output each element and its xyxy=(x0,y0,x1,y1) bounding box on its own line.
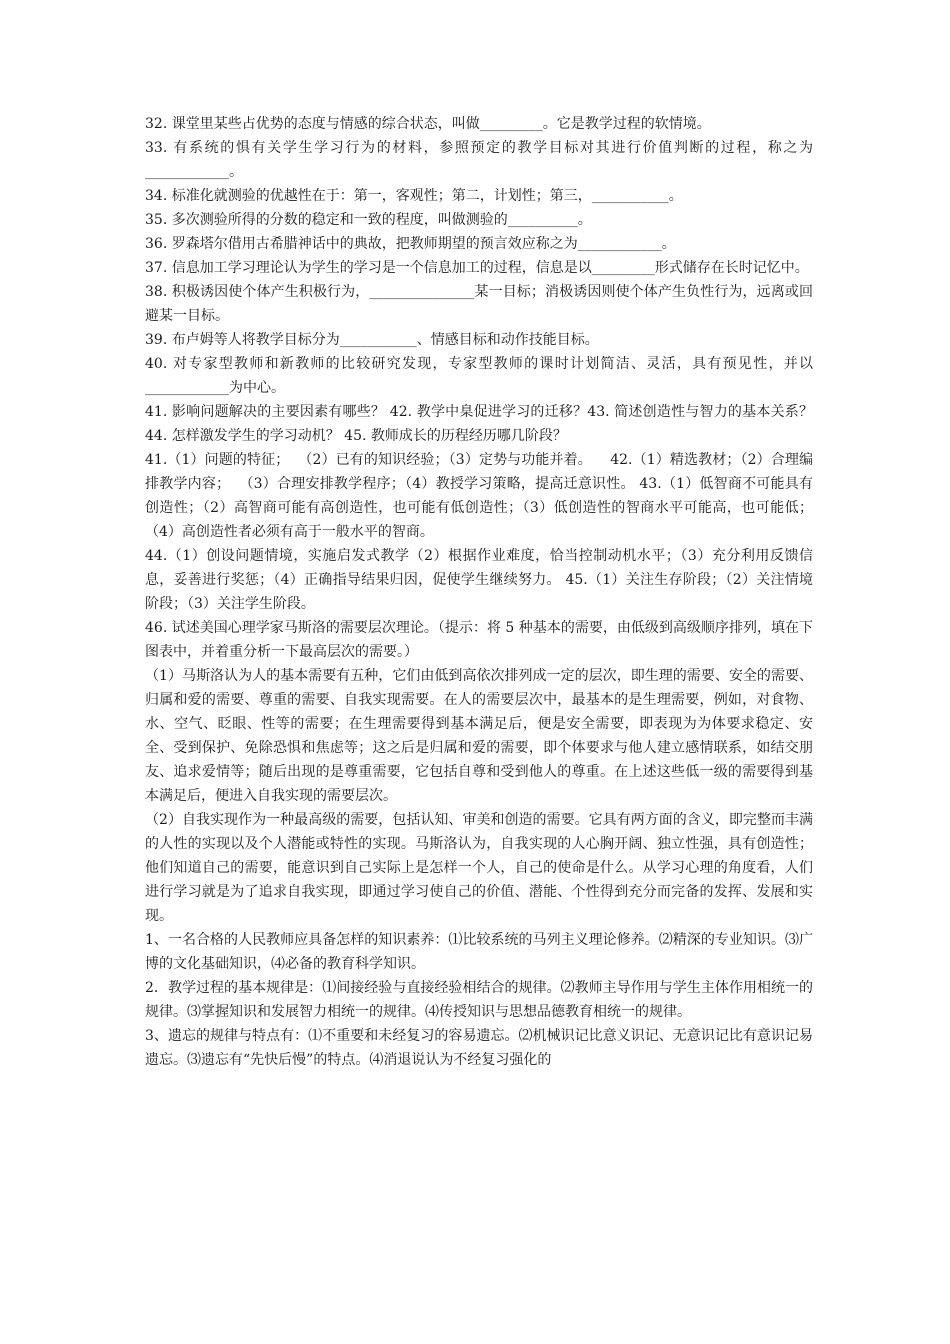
question-39: 39. 布卢姆等人将教学目标分为___________、情感目标和动作技能目标。 xyxy=(145,332,599,348)
question-46: 46. 试述美国心理学家马斯洛的需要层次理论。（提示：将 5 种基本的需要，由低级到高级顺序排列，填在下图表中，并着重分析一下最高层次的需要。） xyxy=(145,620,813,660)
question-32: 32. 课堂里某些占优势的态度与情感的综合状态，叫做_________。它是教学过程的软情境。 xyxy=(145,116,711,132)
question-38: 38. 积极诱因使个体产生积极行为，_______________某一目标；消极诱因则使个体产生负性行为，远离或回避某一目标。 xyxy=(145,284,813,324)
answers-41-43: 41.（1）问题的特征； （2）已有的知识经验；（3）定势与功能并着。 42.（1）精选教材；（2）合理编排教学内容； （3）合理安排教学程序；（4）教授学习策略，提高迁意识性。 43.（1）低智商不可能具有创造性；（2）高智商可能有高创造性，也可能有低创造性；（3）低创造性的智商水平可能高，也可能低；（4）高创造性者必须有高于一般水平的智商。 xyxy=(145,452,813,540)
document-page xyxy=(145,112,813,1072)
item-2-teaching-process-laws: 2．教学过程的基本规律是：⑴间接经验与直接经验相结合的规律。⑵教师主导作用与学生主体作用相统一的规律。⑶掌握知识和发展智力相统一的规律。⑷传授知识与思想品德教育相统一的规律。 xyxy=(145,980,813,1020)
questions-41-45: 41. 影响问题解决的主要因素有哪些？ 42. 教学中臬促进学习的迁移？43. 简述创造性与智力的基本关系？44. 怎样激发学生的学习动机？ 45. 教师成长的历程经历哪几阶段？ xyxy=(145,404,813,444)
question-40: 40. 对专家型教师和新教师的比较研究发现，专家型教师的课时计划简洁、灵活，具有预见性，并以____________为中心。 xyxy=(145,356,813,396)
question-35: 35. 多次测验所得的分数的稳定和一致的程度，叫做测验的__________。 xyxy=(145,212,592,228)
question-37: 37. 信息加工学习理论认为学生的学习是一个信息加工的过程，信息是以_________形式储存在长时记忆中。 xyxy=(145,260,809,276)
item-3-forgetting-laws: 3、遗忘的规律与特点有：⑴不重要和未经复习的容易遗忘。⑵机械识记比意义识记、无意识记比有意识记易遗忘。⑶遗忘有“先快后慢”的特点。⑷消退说认为不经复习强化的 xyxy=(145,1028,813,1068)
answer-46-part-2: （2）自我实现作为一种最高级的需要，包括认知、审美和创造的需要。它具有两方面的含义，即完整而丰满的人性的实现以及个人潜能或特性的实现。马斯洛认为，自我实现的人心胸开阔、独立性强，具有创造性；他们知道自己的需要，能意识到自己实际上是怎样一个人，自己的使命是什么。从学习心理的角度看，人们进行学习就是为了追求自我实现，即通过学习使自己的价值、潜能、个性得到充分而完备的发挥、发展和实现。 xyxy=(145,812,813,924)
question-33: 33. 有系统的惧有关学生学习行为的材料，参照预定的教学目标对其进行价值判断的过程，称之为____________。 xyxy=(145,140,813,180)
question-34: 34. 标准化就测验的优越性在于：第一，客观性；第二，计划性；第三，___________。 xyxy=(145,188,683,204)
item-1-teacher-knowledge: 1、一名合格的人民教师应具备怎样的知识素养：⑴比较系统的马列主义理论修养。⑵精深的专业知识。⑶广博的文化基础知识，⑷必备的教育科学知识。 xyxy=(145,932,813,972)
question-36: 36. 罗森塔尔借用古希腊神话中的典故，把教师期望的预言效应称之为____________。 xyxy=(145,236,676,252)
answers-44-45: 44.（1）创设问题情境，实施启发式教学（2）根据作业难度，恰当控制动机水平；（3）充分利用反馈信息，妥善进行奖惩；（4）正确指导结果归因，促使学生继续努力。 45.（1）关注生存阶段；（2）关注情境阶段；（3）关注学生阶段。 xyxy=(145,548,813,612)
answer-46-part-1: （1）马斯洛认为人的基本需要有五种，它们由低到高依次排列成一定的层次，即生理的需要、安全的需要、归属和爱的需要、尊重的需要、自我实现需要。在人的需要层次中，最基本的是生理需要，例如，对食物、水、空气、眨眼、性等的需要；在生理需要得到基本满足后，便是安全需要，即表现为为体要求稳定、安全、受到保护、免除恐惧和焦虑等；这之后是归属和爱的需要，即个体要求与他人建立感情联系，如结交朋友、追求爱情等；随后出现的是尊重需要，它包括自尊和受到他人的尊重。在上述这些低一级的需要得到基本满足后，便进入自我实现的需要层次。 xyxy=(145,668,813,804)
